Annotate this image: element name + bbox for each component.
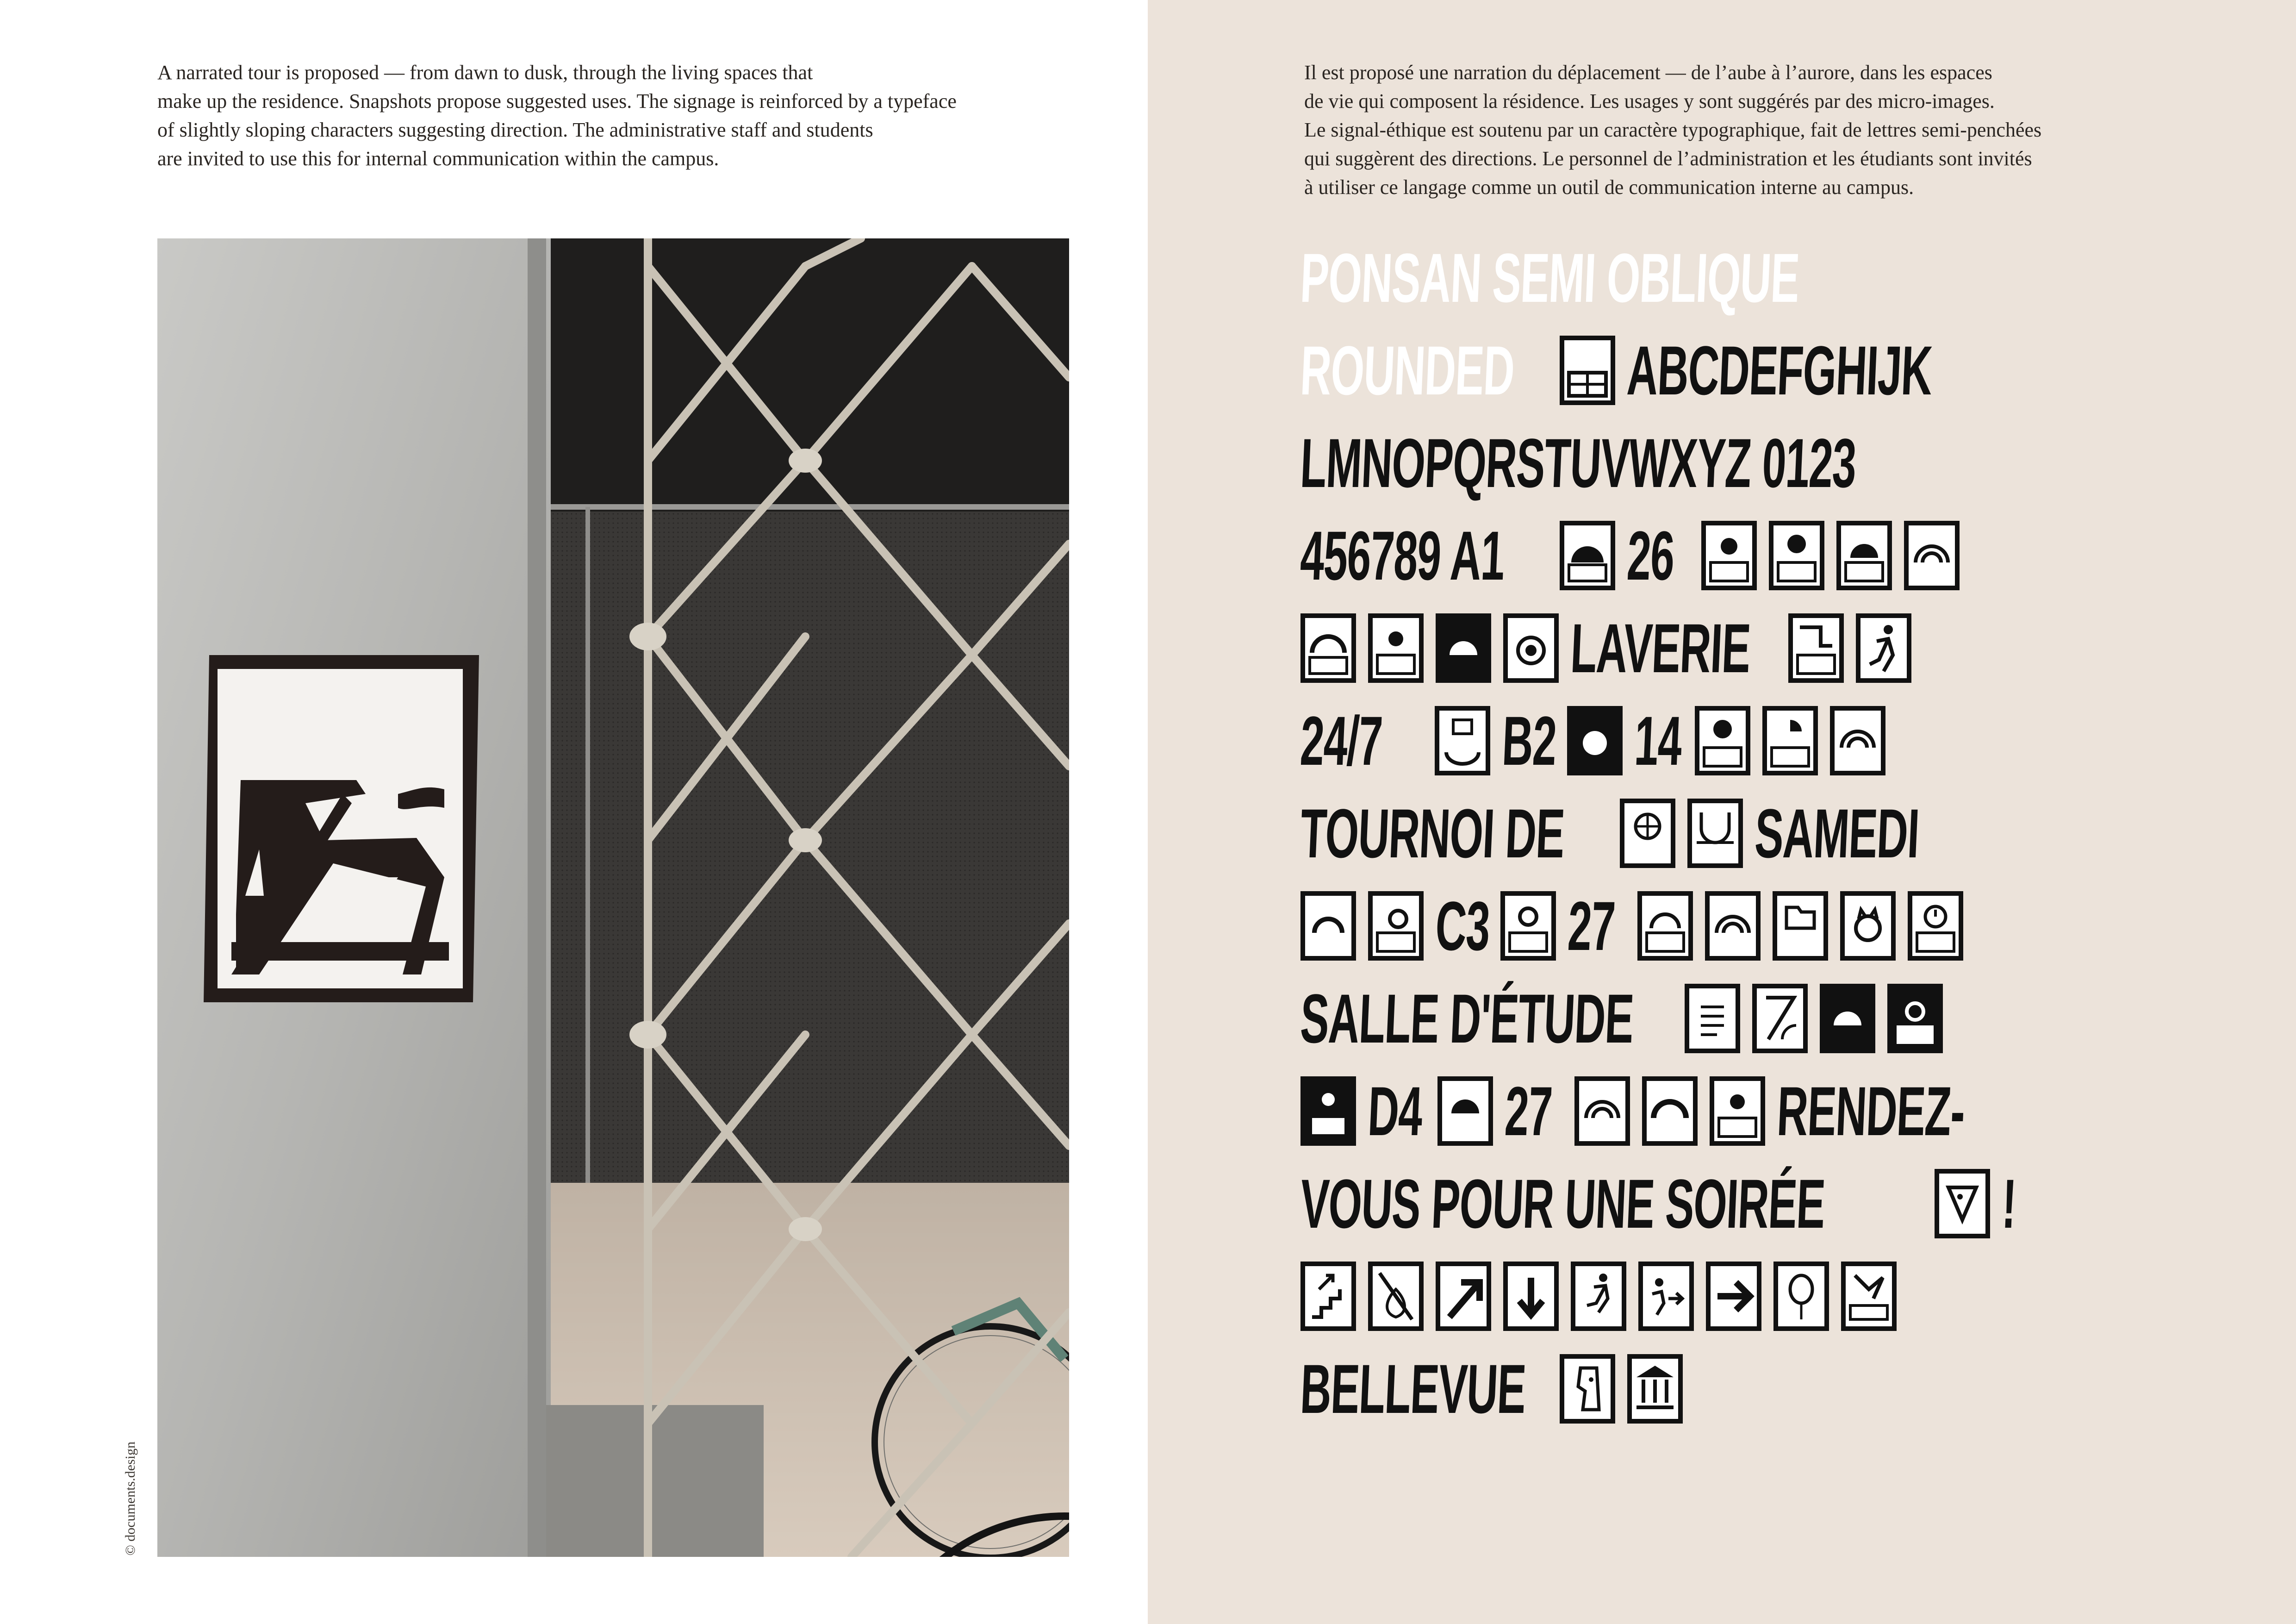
- folder-icon: [1773, 891, 1828, 961]
- document-icon: [1685, 984, 1740, 1053]
- specimen-text: 24/7: [1299, 702, 1384, 780]
- specimen-text: LAVERIE: [1569, 609, 1752, 687]
- arrow-right-icon: [1706, 1262, 1761, 1331]
- court-icon: [1687, 799, 1743, 868]
- specimen-text: 27: [1566, 887, 1617, 965]
- specimen-text: D4: [1366, 1072, 1424, 1150]
- half-arch-icon: [1437, 1076, 1493, 1146]
- moon-icon: [1368, 613, 1424, 683]
- museum-icon: [1627, 1354, 1683, 1424]
- face-icon: [1560, 1354, 1615, 1424]
- specimen-text: ABCDEFGHIJK: [1625, 331, 1934, 409]
- specimen-text: SALLE D'ÉTUDE: [1299, 980, 1635, 1057]
- specimen-text: B2: [1500, 702, 1558, 780]
- specimen-text: 14: [1633, 702, 1683, 780]
- specimen-text: RENDEZ-: [1775, 1072, 1966, 1150]
- dark-arch-icon: [1820, 984, 1875, 1053]
- arch-icon: [1300, 613, 1356, 683]
- paragraph-line: make up the residence. Snapshots propose suggested uses. The signage is reinforced by a typeface: [157, 90, 957, 112]
- specimen-line: [1300, 231, 2161, 324]
- sunrise-icon: [1701, 521, 1757, 590]
- paragraph-line: à utiliser ce langage comme un outil de communication interne au campus.: [1304, 176, 1914, 199]
- specimen-line: [1300, 1157, 2161, 1250]
- night-building-icon: [1300, 1076, 1356, 1146]
- arch-icon: [1560, 521, 1615, 590]
- specimen-line: [1300, 1065, 2161, 1157]
- dark-sun-icon: [1567, 706, 1623, 775]
- specimen-text: C3: [1434, 887, 1492, 965]
- french-paragraph: [1304, 58, 2184, 202]
- paragraph-line: qui suggèrent des directions. Le personnel de l’administration et les étudiants sont invités: [1304, 147, 2032, 170]
- typeface-name: PONSAN SEMI OBLIQUE: [1299, 239, 1801, 317]
- specimen-text: 26: [1625, 517, 1676, 594]
- specimen-line: [1300, 972, 2161, 1065]
- washing-machine-icon: [1503, 613, 1559, 683]
- night-sunset-icon: [1887, 984, 1943, 1053]
- pizza-icon: [1935, 1169, 1990, 1238]
- runner-arrow-icon: [1638, 1262, 1694, 1331]
- specimen-line: [1300, 1250, 2161, 1343]
- arrow-up-right-icon: [1436, 1262, 1491, 1331]
- shower-icon: [1435, 706, 1490, 775]
- rainbow-icon: [1904, 521, 1960, 590]
- specimen-text: SAMEDI: [1753, 794, 1921, 872]
- stairs-icon: [1300, 1262, 1356, 1331]
- arch-icon: [1300, 891, 1356, 961]
- paragraph-line: are invited to use this for internal communication within the campus.: [157, 147, 719, 170]
- specimen-line: [1300, 324, 2161, 417]
- no-fire-icon: [1368, 1262, 1424, 1331]
- signage-photo: [157, 238, 1069, 1557]
- runner-icon: [1856, 613, 1911, 683]
- map-icon: [1788, 613, 1844, 683]
- pie-icon: [1762, 706, 1818, 775]
- clock-icon: [1908, 891, 1963, 961]
- specimen-line: [1300, 880, 2161, 972]
- arrow-down-icon: [1503, 1262, 1559, 1331]
- dark-arch-icon: [1436, 613, 1491, 683]
- balloon-icon: [1773, 1262, 1829, 1331]
- specimen-text: VOUS POUR UNE SOIRÉE: [1299, 1165, 1827, 1243]
- wall-climbing-icon: [1841, 1262, 1897, 1331]
- moon-icon: [1710, 1076, 1765, 1146]
- type-specimen: [1300, 231, 2161, 1435]
- sun-icon: [1769, 521, 1824, 590]
- rainbow-icon: [1705, 891, 1761, 961]
- half-arch-icon: [1637, 891, 1693, 961]
- specimen-text: LMNOPQRSTUVWXYZ 0123: [1299, 424, 1858, 502]
- arch-icon: [1642, 1076, 1698, 1146]
- cat-icon: [1840, 891, 1896, 961]
- specimen-line: [1300, 509, 2161, 602]
- sunset-icon: [1368, 891, 1424, 961]
- photo-credit: © documents.design: [123, 1441, 138, 1555]
- paragraph-line: A narrated tour is proposed — from dawn to dusk, through the living spaces that: [157, 61, 813, 84]
- specimen-text: 456789 A1: [1299, 517, 1506, 594]
- specimen-line: [1300, 694, 2161, 787]
- specimen-line: [1300, 1343, 2161, 1435]
- specimen-text: 27: [1503, 1072, 1554, 1150]
- half-arch-icon: [1836, 521, 1892, 590]
- paragraph-line: of slightly sloping characters suggesting direction. The administrative staff and students: [157, 119, 873, 141]
- specimen-text: TOURNOI DE: [1299, 794, 1566, 872]
- specimen-text: !: [2000, 1165, 2018, 1243]
- specimen-line: [1300, 602, 2161, 694]
- basketball-icon: [1620, 799, 1675, 868]
- specimen-text: BELLEVUE: [1299, 1350, 1527, 1428]
- specimen-line: [1300, 417, 2161, 509]
- running-stairs-icon: [1571, 1262, 1626, 1331]
- rainbow-icon: [1574, 1076, 1630, 1146]
- building-icon: [1560, 336, 1615, 405]
- specimen-line: [1300, 787, 2161, 880]
- drafting-icon: [1752, 984, 1808, 1053]
- moon-outline-icon: [1500, 891, 1556, 961]
- rainbow-icon: [1830, 706, 1885, 775]
- typeface-name-cont: ROUNDED: [1299, 331, 1516, 409]
- sun-icon: [1695, 706, 1750, 775]
- paragraph-line: Il est proposé une narration du déplacement — de l’aube à l’aurore, dans les espaces: [1304, 61, 1992, 84]
- paragraph-line: Le signal-éthique est soutenu par un caractère typographique, fait de lettres semi-penchées: [1304, 119, 2042, 141]
- english-paragraph: [157, 58, 1074, 173]
- paragraph-line: de vie qui composent la résidence. Les usages y sont suggérés par des micro-images.: [1304, 90, 1995, 112]
